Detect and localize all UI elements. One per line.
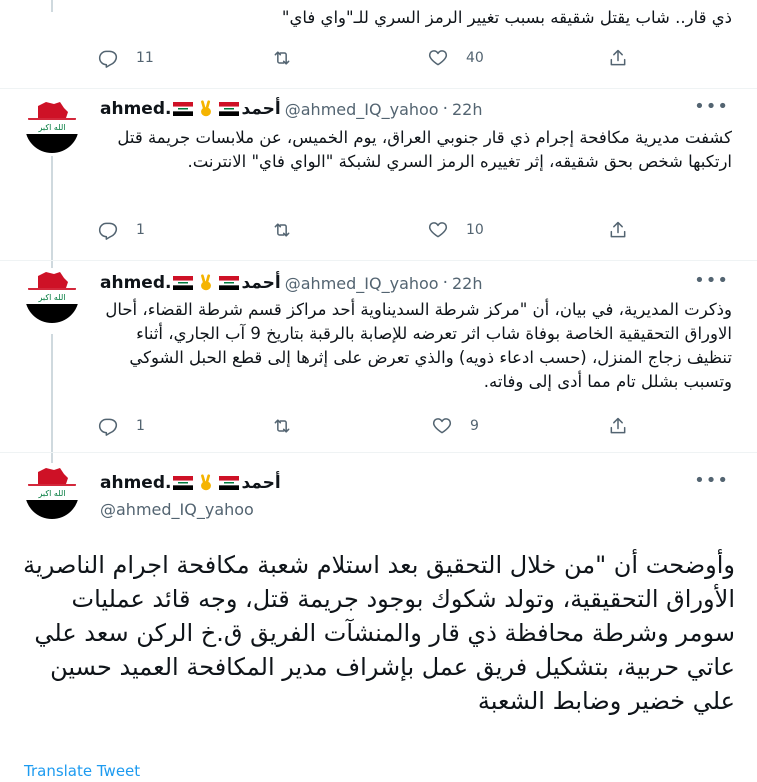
retweet-button[interactable]: [272, 220, 292, 240]
share-icon: [608, 416, 628, 436]
user-handle[interactable]: @ahmed_IQ_yahoo: [284, 99, 439, 119]
share-button[interactable]: [608, 220, 628, 240]
display-name[interactable]: ahmed.: [100, 273, 172, 293]
like-button[interactable]: [428, 220, 484, 240]
retweet-button[interactable]: [272, 416, 292, 436]
retweet-icon: [272, 48, 292, 68]
tweet[interactable]: [0, 0, 757, 92]
display-name-arabic[interactable]: أحمد: [241, 273, 281, 293]
heart-icon: [432, 416, 452, 436]
display-name-arabic[interactable]: أحمد: [241, 473, 281, 493]
user-handle[interactable]: @ahmed_IQ_yahoo: [284, 273, 439, 293]
like-button[interactable]: [428, 48, 484, 68]
separator-dot: ·: [442, 273, 448, 293]
separator-dot: ·: [442, 99, 448, 119]
iraq-flag-icon: [173, 276, 193, 290]
reply-count: 1: [136, 418, 145, 434]
tweet-time[interactable]: 22h: [452, 273, 483, 293]
iraq-flag-icon: [219, 276, 239, 290]
tweet-header: [100, 272, 737, 294]
tweet-actions: [98, 414, 638, 438]
iraq-flag-icon: [219, 476, 239, 490]
reply-icon: [98, 220, 118, 240]
victory-hand-icon: [197, 100, 215, 118]
heart-icon: [428, 220, 448, 240]
reply-button[interactable]: [98, 416, 145, 436]
share-button[interactable]: [608, 48, 628, 68]
share-icon: [608, 220, 628, 240]
reply-count: 11: [136, 50, 154, 66]
tweet-text: ذي قار.. شاب يقتل شقيقه بسبب تغيير الرمز السري للـ"واي فاي": [281, 8, 732, 27]
avatar[interactable]: [24, 98, 80, 154]
iraq-flag-icon: [173, 476, 193, 490]
like-count: 10: [466, 222, 484, 238]
tweet-text: كشفت مديرية مكافحة إجرام ذي قار جنوبي العراق، يوم الخميس، عن ملابسات جريمة قتل ارتكبها شخص بحق شقيقه، إثر تغييره الرمز السري لشبكة "الواي فاي" الانترنت.: [117, 128, 732, 171]
reply-count: 1: [136, 222, 145, 238]
share-icon: [608, 48, 628, 68]
reply-button[interactable]: [98, 48, 154, 68]
like-button[interactable]: [432, 416, 479, 436]
tweet-header: [100, 472, 737, 494]
avatar[interactable]: [24, 464, 80, 520]
tweet-header: [100, 98, 737, 120]
like-count: 40: [466, 50, 484, 66]
tweet-text: وأوضحت أن "من خلال التحقيق بعد استلام شعبة مكافحة اجرام الناصرية الأوراق التحقيقية، وتولد شكوك بوجود جريمة قتل، وجه قائد عمليات سومر وشرطة محافظة ذي قار والمنشآت الفريق ق.خ الركن سعد علي عاتي حربية، بتشكيل فريق عمل بإشراف مدير المكافحة العميد حسين علي خضير وضابط الشعبة: [23, 551, 735, 715]
more-icon[interactable]: •••: [694, 270, 729, 291]
tweet-text: وذكرت المديرية، في بيان، أن "مركز شرطة السديناوية أحد مراكز قسم شرطة القضاء، أحال الاوراق التحقيقية الخاصة بوفاة شاب اثر تعرضه للإصابة بالرقبة بتاريخ 9 آب الجاري، أثناء تنظيف زجاج المنزل، (حسب ادعاء ذويه) والذي تعرض على إثرها إلى قطع الحبل الشوكي وتسبب بشلل تام مما أدى إلى وفاته.: [105, 300, 732, 391]
iraq-flag-icon: [173, 102, 193, 116]
victory-hand-icon: [197, 474, 215, 492]
retweet-button[interactable]: [272, 48, 292, 68]
reply-icon: [98, 48, 118, 68]
tweet-actions: [98, 46, 638, 70]
iraq-flag-icon: [219, 102, 239, 116]
translate-tweet-link[interactable]: Translate Tweet: [24, 762, 141, 780]
display-name-arabic[interactable]: أحمد: [241, 99, 281, 119]
retweet-icon: [272, 220, 292, 240]
retweet-icon: [272, 416, 292, 436]
share-button[interactable]: [608, 416, 628, 436]
avatar[interactable]: [24, 268, 80, 324]
tweet[interactable]: [0, 260, 757, 456]
more-icon[interactable]: •••: [694, 96, 729, 117]
display-name[interactable]: ahmed.: [100, 473, 172, 493]
display-name[interactable]: ahmed.: [100, 99, 172, 119]
tweet-actions: [98, 218, 638, 242]
tweet-focused[interactable]: [0, 452, 757, 782]
more-icon[interactable]: •••: [694, 470, 729, 491]
reply-icon: [98, 416, 118, 436]
user-handle[interactable]: @ahmed_IQ_yahoo: [100, 500, 254, 519]
reply-button[interactable]: [98, 220, 145, 240]
tweet-time[interactable]: 22h: [452, 99, 483, 119]
like-count: 9: [470, 418, 479, 434]
victory-hand-icon: [197, 274, 215, 292]
tweet[interactable]: [0, 88, 757, 266]
heart-icon: [428, 48, 448, 68]
